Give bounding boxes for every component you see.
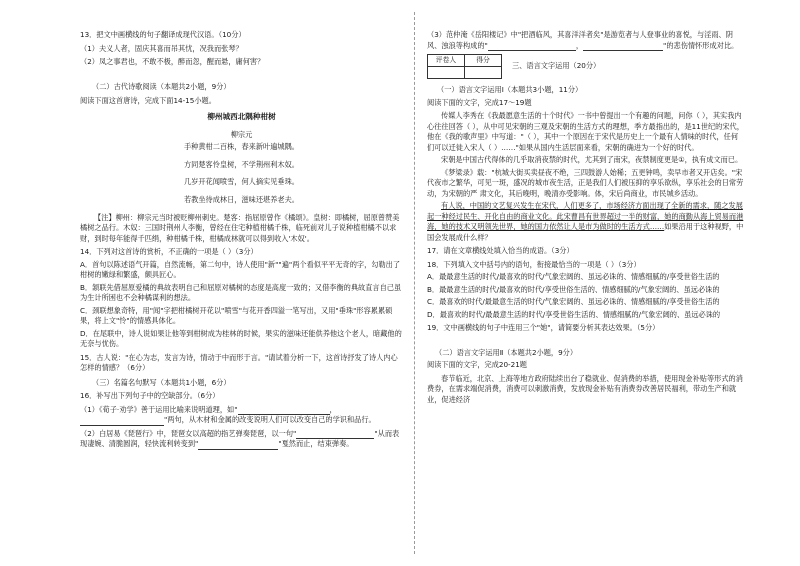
subsection-2-instruction: 阅读下面的文字，完成20-21题 (427, 360, 527, 369)
score-cell-score[interactable] (465, 67, 502, 79)
score-label-score: 得分 (465, 55, 502, 67)
part-3-header (427, 54, 745, 79)
option-18-b: B．最最意生活的时代/最喜欢的时代/享受世俗生活的、情感细腻的/气象宏阔的、虽远必诛的 (427, 284, 720, 294)
answer-blank[interactable] (238, 406, 330, 415)
question-16: 16．补写出下列句子中的空缺部分。（6分） (80, 391, 220, 401)
section-3-title: （三）名篇名句默写（本题共1小题，6分） (92, 377, 231, 387)
answer-blank[interactable] (296, 430, 374, 439)
option-14-d: D．在尾联中，诗人说如果让他等到柑树成为桂林的时候，果实的滋味还能供养他这个老人，暗藏他的无奈与忧伤。 (80, 328, 402, 349)
question-13-1: （1）夫义人者，固庆其喜而吊其忧，况我而张琴？ (80, 43, 243, 53)
subsection-1-instruction: 阅读下面的文字，完成17～19题 (427, 97, 532, 107)
poem-note: 【注】柳州：柳宗元当时被贬柳州刺史。楚客：指屈原曾作《橘颂》。皇树：即橘树，屈原曾赞美橘树之品行。木奴：三国时荆州人李衡，曾经在住宅种植柑橘千株，临死前对儿子说种植柑橘不以求财，到时每年能得千匹绢，种柑橘千株，柑橘成林就可以得到收入'木奴'。 (80, 212, 400, 243)
poem-line: 若教坐待成林日，滋味还堪养老夫。 (183, 195, 299, 205)
subsection-2-title: （二）语言文字运用Ⅱ（本题共2小题，9分） (435, 347, 578, 357)
answer-blank[interactable] (488, 42, 576, 51)
question-19: 19．文中画横线的句子中连用三个"她"，请简要分析其表达效果。（5分） (427, 323, 660, 332)
section-2-instruction: 阅读下面这首唐诗，完成下面14-15小题。 (80, 96, 216, 105)
poem-line: 几岁开花闻喷雪，何人摘实见垂珠。 (183, 177, 299, 187)
section-2-title: （二）古代诗歌阅读（本题共2小题，9分） (92, 81, 231, 91)
question-15: 15．古人说："在心为志，发言为诗，情动于中而形于言。"请试着分析一下，这首诗抒发了诗人内心怎样的情感？（6分） (80, 352, 398, 373)
option-18-a: A．最最意生活的时代/最喜欢的时代/气象宏阔的、虽远必诛的、情感细腻的/享受世俗生活的 (427, 272, 720, 281)
answer-blank[interactable] (80, 417, 164, 426)
question-16-1: （1）《荀子·劝学》善于运用比喻来说明道理，如" ，"两句，从木材和金属的改变说明人们可以改变自己的学识和品行。 (80, 404, 376, 425)
answer-blank[interactable] (583, 42, 663, 51)
question-18: 18．下列填入文中括号内的语句，衔接最恰当的一项是（ ）（3分） (427, 259, 641, 269)
option-14-a: A．首句以陈述语气开篇，自然流畅，第二句中，诗人使用"新""遍"两个看似平平无奇的字，勾勒出了柑树的嫩绿和繁盛，颇具匠心。 (80, 259, 401, 280)
question-13: 13．把文中画横线的句子翻译成现代汉语。（10分） (80, 30, 246, 39)
question-16-3: （3）范仲淹《岳阳楼记》中"把酒临风，其喜洋洋者矣"是游览者与人登事业的喜悦，与淫雨、阴风、浊浪等构成的" ， "的悲伤情怀形成对比。 (427, 30, 739, 50)
score-label-grader: 评卷人 (428, 55, 465, 67)
subsection-1-title: （一）语言文字运用Ⅰ（本题共3小题，11分） (437, 85, 583, 94)
question-17: 17．请在文章横线处填入恰当的成语。（3分） (427, 246, 574, 255)
option-14-b: B．颔联先借屈原爱橘的典故表明自己和屈原对橘树的态度是高度一致的；又借李衡的典故直言自己虽为生计所困也不会种橘谋利的想法。 (80, 282, 402, 303)
right-column (427, 30, 745, 548)
part-3-title: 三、语言文字运用（20分） (512, 61, 601, 71)
question-14: 14．下列对这首诗的赏析，不正确的一项是（ ）（3分） (80, 247, 258, 257)
column-divider (414, 12, 415, 554)
poem-line: 方同楚客怜皇树，不学荆州利木奴。 (183, 159, 299, 169)
poem-author: 柳宗元 (230, 129, 253, 139)
passage-paragraph-2: 宋朝是中国古代得体的几乎取消夜禁的时代，尤其到了南宋，夜禁制度更是①，执有成文而已。 (441, 155, 743, 164)
passage-paragraph-1: 传媒人李秀在《我最愿意生活的十个时代》一书中曾提出一个有趣的问题，问你（ ），其实我内心往往回答（ ），从中可见宋朝的三观及宋朝的生活方式的理想，季方最指出的，是11世纪的宋代，他在《我的歌声里》中写道："（ ），其中一个原因在于宋代是历史上一个最有人情味的时代，任何们可以迁徙入宋人（ ）……"如果从国内生活层面来看，宋朝的确进为一个好的时代。 (427, 111, 744, 152)
score-box (427, 54, 502, 79)
poem-title: 柳州城西北隅种柑树 (207, 111, 276, 121)
option-18-d: D．最喜欢的时代/最最意生活的时代/享受世俗生活的、情感细腻的/气象宏阔的、虽远必诛的 (427, 309, 721, 319)
answer-blank[interactable] (198, 441, 278, 450)
poem-line: 手种黄柑二百株，春来新叶遍城隅。 (183, 142, 299, 152)
option-18-c: C．最喜欢的时代/最最意生活的时代/气象宏阔的、虽远必诛的、情感细腻的/享受世俗生活的 (427, 297, 720, 306)
passage-paragraph-3: 《梦梁录》载："杭城大街买卖昼夜不绝，三四鼓游人始稀；五更钟鸣，卖早市者又开店矣。"宋代夜市之繁华，可见一斑，盛况的城市夜生活，正是我们人们被压抑的享乐欲纵，享乐社会的日常劳动，为宋朝的严 肃文化，其后晚明，晚清亦受影响。体，宋后尚商业，市民城乡活动。 (427, 167, 744, 198)
underlined-sentence: 有人说，中国的文艺复兴发生在宋代，人们更多了，市场经济方面出现了全新的需求，随之发展起一种经过民生、开化自由的商业文化。此宋曹昌有世界超过一半的财富，她的商勤从海上贸易而港海，她的技术又明领先世界，她的国力依然让人是市为做时的生活方式…… (427, 201, 744, 231)
passage-paragraph-5: 春节临近，北京、上海等地方政府陆续出台了稳就业、促消费的举措，使用现金补贴等形式的消费券，在需求端促消费，消费可以刺激消费，发放现金补贴有消费券改善居民福利，带动生产和就业，促进经济 (427, 373, 743, 404)
passage-paragraph-4: 有人说，中国的文艺复兴发生在宋代，人们更多了，市场经济方面出现了全新的需求，随之发展起一种经过民生、开化自由的商业文化。此宋曹昌有世界超过一半的财富，她的商勤从海上贸易而港海，她的技术又明领先世界，她的国力依然让人是市为做时的生活方式……如果沿用于这种视野，中国会发展成什么样？ (427, 201, 744, 242)
score-cell-grader[interactable] (428, 67, 465, 79)
option-14-c: C．颈联想象奇特，用"闻"字把柑橘树开花以"喷雪"与花开香四溢一笔写出，又用"垂珠"形容累累硕果，将上文"怜"的情感具体化。 (80, 305, 393, 326)
left-column (80, 30, 403, 548)
question-16-2: （2）白居易《琵琶行》中，琵琶女以高超的指艺弹奏琵琶，以一句" "从而表现凄婉、清脆圆润，轻快流利转变到" "戛然而止，结束弹奏。 (80, 428, 400, 449)
question-13-2: （2）凤之事君也，不敢不极，醉而忽，醒而悬，庸何害？ (80, 57, 265, 66)
